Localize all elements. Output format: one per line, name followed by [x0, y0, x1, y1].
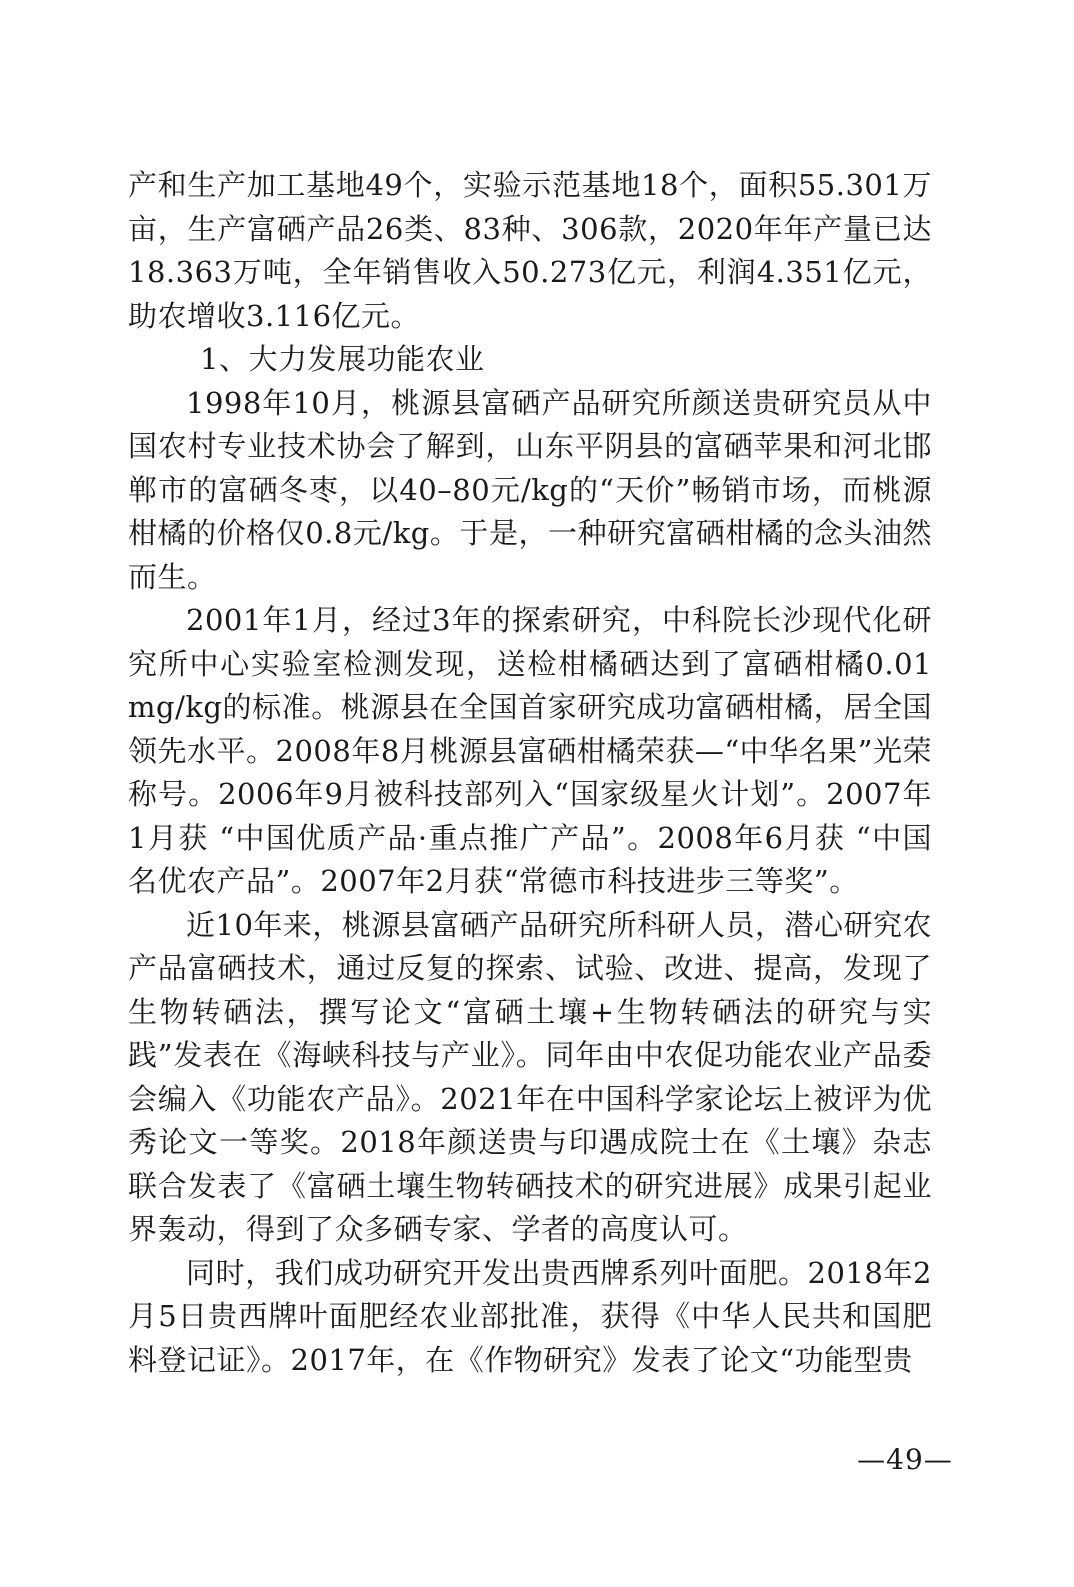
paragraph: 2001年1月，经过3年的探索研究，中科院长沙现代化研究所中心实验室检测发现，送检柑橘硒达到了富硒柑橘0.01 mg/kg的标准。桃源县在全国首家研究成功富硒柑橘，居全国领先水平。2008年8月桃源县富硒柑橘荣获—“中华名果”光荣称号。2006年9月被科技部列入“国家级星火计划”。2007年1月获 “中国优质产品·重点推广产品”。2008年6月获 “中国名优农产品”。2007年2月获“常德市科技进步三等奖”。	[128, 603, 932, 898]
body-text	[128, 164, 932, 1382]
paragraph: 1998年10月，桃源县富硒产品研究所颜送贵研究员从中国农村专业技术协会了解到，山东平阴县的富硒苹果和河北邯郸市的富硒冬枣，以40–80元/kg的“天价”畅销市场，而桃源柑橘的价格仅0.8元/kg。于是，一种研究富硒柑橘的念头油然而生。	[128, 385, 932, 594]
paragraph-continuation: 产和生产加工基地49个，实验示范基地18个，面积55.301万亩，生产富硒产品26类、83种、306款，2020年年产量已达18.363万吨，全年销售收入50.273亿元，利润4.351亿元，助农增收3.116亿元。	[128, 168, 932, 333]
paragraph: 近10年来，桃源县富硒产品研究所科研人员，潜心研究农产品富硒技术，通过反复的探索、试验、改进、提高，发现了生物转硒法，撰写论文“富硒土壤+生物转硒法的研究与实践”发表在《海峡科技与产业》。同年由中农促功能农业产品委会编入《功能农产品》。2021年在中国科学家论坛上被评为优秀论文一等奖。2018年颜送贵与印遇成院士在《土壤》杂志联合发表了《富硒土壤生物转硒技术的研究进展》成果引起业界轰动，得到了众多硒专家、学者的高度认可。	[128, 907, 932, 1246]
paragraph: 同时，我们成功研究开发出贵西牌系列叶面肥。2018年2月5日贵西牌叶面肥经农业部批准，获得《中华人民共和国肥料登记证》。2017年，在《作物研究》发表了论文“功能型贵	[128, 1255, 932, 1377]
section-heading: 1、大力发展功能农业	[200, 342, 485, 376]
page-number: —49—	[857, 1443, 953, 1476]
